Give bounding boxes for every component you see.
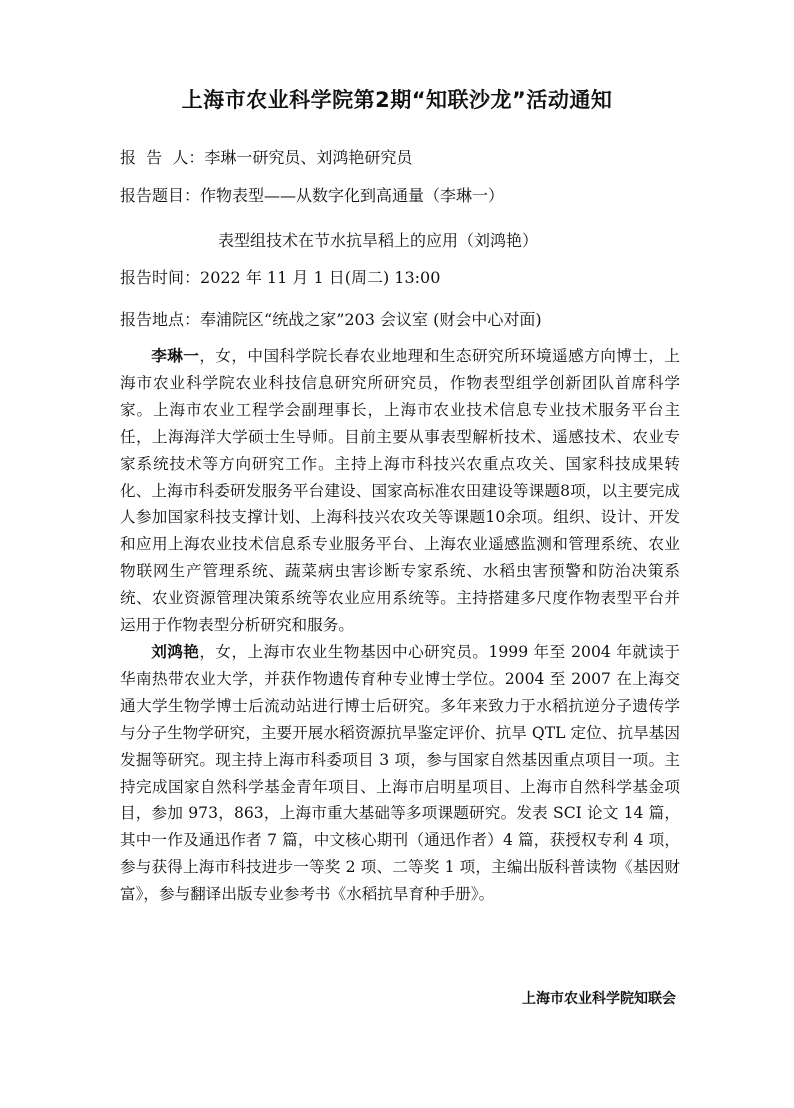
bio-name: 李琳一 [151,347,200,365]
time-label: 报告时间： [120,268,201,287]
place-line [120,308,542,332]
speaker-line [120,146,412,170]
bio-text: ，女，上海市农业生物基因中心研究员。1999 年至 2004 年就读于华南热带农业大学，并获作物遗传育种专业博士学位。2004 至 2007 在上海交通大学生物学博士后流动站进行博士后研究。多年来致力于水稻抗逆分子遗传学与分子生物学研究，主要开展水稻资源抗旱鉴定评价、抗旱 QTL 定位、抗旱基因发掘等研究。现主持上海市科委项目 3 项，参与国家自然基因重点项目一项。主持完成国家自然科学基金青年项目、上海市启明星项目、上海市自然科学基金项目，参加 973，863，上海市重大基础等多项课题研究。发表 SCI 论文 14 篇，其中一作及通迅作者 7 篇，中文核心期刊（通迅作者）4 篇，获授权专利 4 项，参与获得上海市科技进步一等奖 2 项、二等奖 1 项，主编出版科普读物《基因财富》，参与翻译出版专业参考书《水稻抗旱育种手册》。 [120,642,680,904]
topic-line-2 [218,229,538,253]
topic-line [120,184,504,208]
time-value: 2022 年 11 月 1 日(周二) 13:00 [200,268,441,287]
bio-name: 刘鸿艳 [151,642,200,661]
bio-paragraph-li [120,343,680,639]
place-label: 报告地点： [120,310,201,329]
place-value: 奉浦院区“统战之家”203 会议室 (财会中心对面) [200,310,542,329]
speaker-label: 报 告 人： [120,148,205,167]
bio-text: ，女，中国科学院长春农业地理和生态研究所环境遥感方向博士，上海市农业科学院农业科技信息研究所研究员，作物表型组学创新团队首席科学家。上海市农业工程学会副理事长，上海市农业技术信息专业技术服务平台主任，上海海洋大学硕士生导师。目前主要从事表型解析技术、遥感技术、农业专家系统技术等方向研究工作。主持上海市科技兴农重点攻关、国家科技成果转化、上海市科委研发服务平台建设、国家高标准农田建设等课题8项，以主要完成人参加国家科技支撑计划、上海科技兴农攻关等课题10余项。组织、设计、开发和应用上海农业技术信息系专业服务平台、上海农业遥感监测和管理系统、农业物联网生产管理系统、蔬菜病虫害诊断专家系统、水稻虫害预警和防治决策系统、农业资源管理决策系统等农业应用系统等。主持搭建多尺度作物表型平台并运用于作物表型分析研究和服务。 [120,347,680,635]
topic-2: 表型组技术在节水抗旱稻上的应用（刘鸿艳） [218,231,539,250]
page-title: 上海市农业科学院第2期“知联沙龙”活动通知 [181,88,613,112]
speaker-value: 李琳一研究员、刘鸿艳研究员 [204,148,413,167]
topic-1: 作物表型——从数字化到高通量（李琳一） [200,186,505,205]
signature: 上海市农业科学院知联会 [522,991,676,1007]
bio-section [120,343,680,908]
topic-label: 报告题目： [120,186,201,205]
time-line [120,266,440,290]
bio-paragraph-liu [120,639,680,908]
